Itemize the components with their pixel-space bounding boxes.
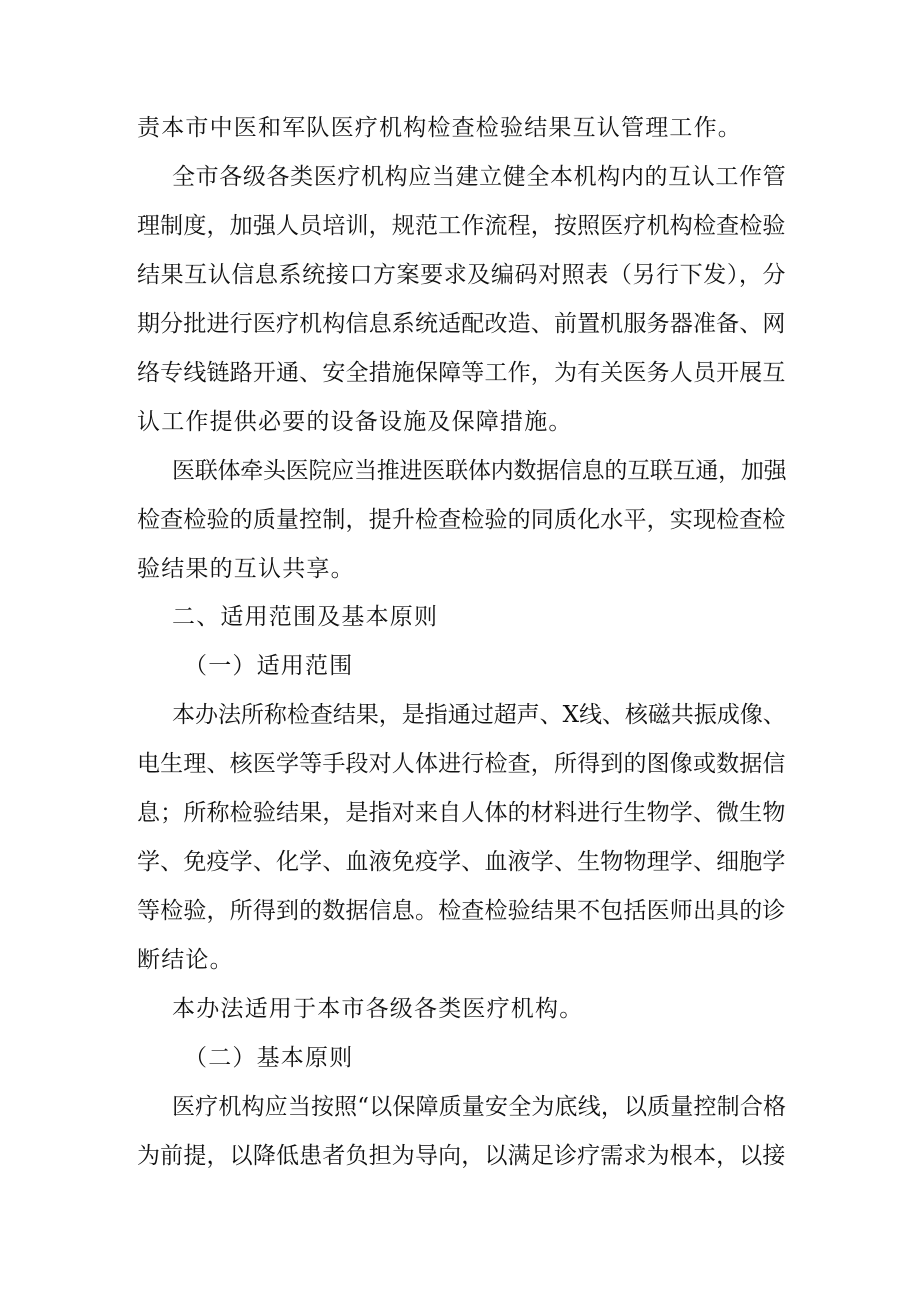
paragraph-start-line: 医疗机构应当按照“以保障质量安全为底线，以质量控制合格: [172, 1094, 787, 1120]
body-text-line: 断结论。: [137, 947, 234, 973]
body-text-line: 结果互认信息系统接口方案要求及编码对照表（另行下发），分: [137, 262, 787, 288]
body-text-line: 期分批进行医疗机构信息系统适配改造、前置机服务器准备、网: [137, 311, 786, 337]
paragraph-start-line: 全市各级各类医疗机构应当建立健全本机构内的互认工作管: [172, 164, 787, 190]
body-text-line: 认工作提供必要的设备设施及保障措施。: [137, 409, 573, 435]
body-text-line: 电生理、核医学等手段对人体进行检查，所得到的图像或数据信: [137, 751, 786, 777]
subsection-heading: （一）适用范围: [184, 653, 354, 679]
body-text-line: 检查检验的质量控制，提升检查检验的同质化水平，实现检查检: [137, 507, 786, 533]
body-text-line: 责本市中医和军队医疗机构检查检验结果互认管理工作。: [137, 115, 742, 141]
section-heading: 二、适用范围及基本原则: [172, 604, 439, 630]
subsection-heading: （二）基本原则: [184, 1045, 354, 1071]
body-text-line: 学、免疫学、化学、血液免疫学、血液学、生物物理学、细胞学: [137, 849, 786, 875]
body-text-line: 理制度，加强人员培训，规范工作流程，按照医疗机构检查检验: [137, 213, 786, 239]
paragraph-start-line: 医联体牵头医院应当推进医联体内数据信息的互联互通，加强: [172, 458, 787, 484]
paragraph-start-line: 本办法所称检查结果，是指通过超声、X线、核磁共振成像、: [172, 702, 786, 728]
body-text-line: 为前提，以降低患者负担为导向，以满足诊疗需求为根本，以接: [137, 1143, 786, 1169]
body-text-line: 验结果的互认共享。: [137, 556, 355, 582]
paragraph-start-line: 本办法适用于本市各级各类医疗机构。: [172, 996, 584, 1022]
body-text-line: 息；所称检验结果，是指对来自人体的材料进行生物学、微生物: [137, 800, 786, 826]
body-text-line: 络专线链路开通、安全措施保障等工作，为有关医务人员开展互: [137, 360, 786, 386]
body-text-line: 等检验，所得到的数据信息。检查检验结果不包括医师出具的诊: [137, 898, 786, 924]
